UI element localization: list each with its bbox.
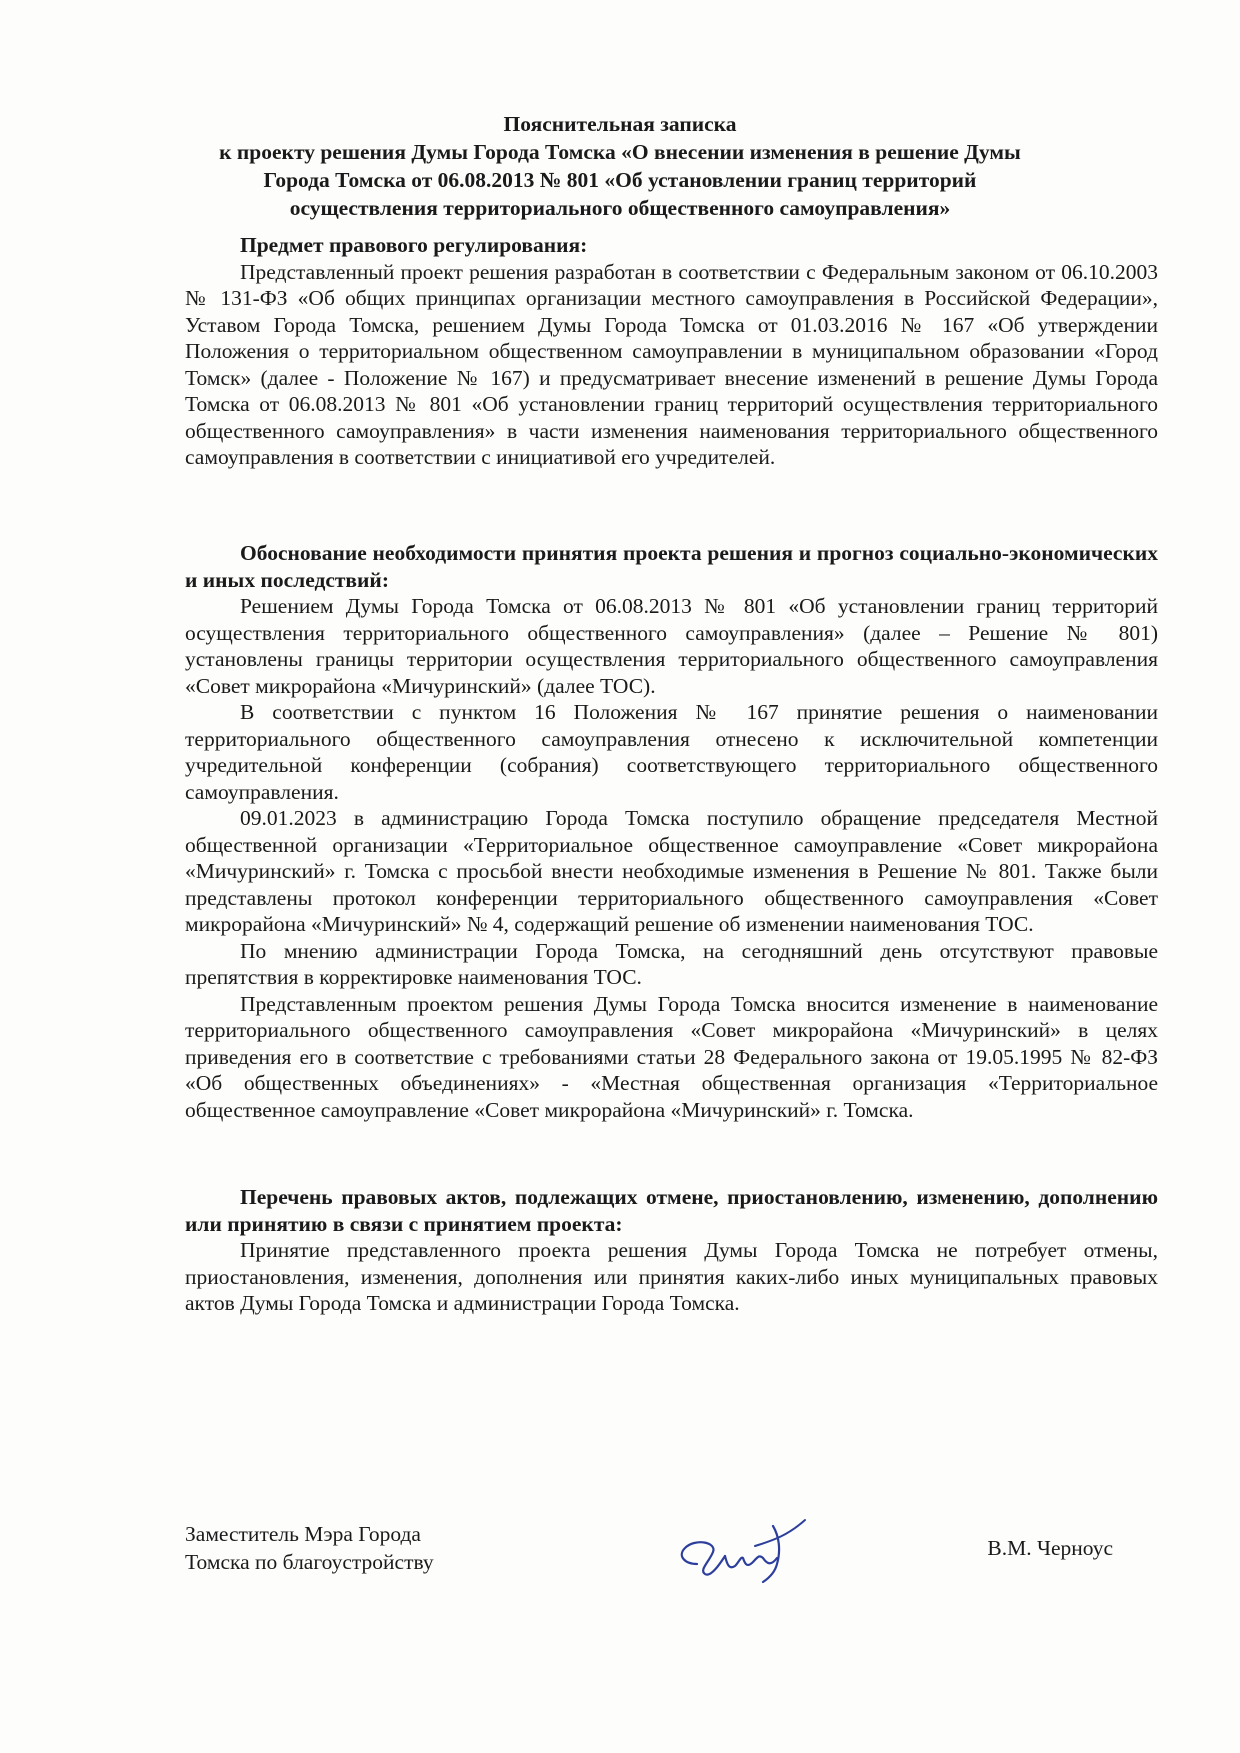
paragraph: Решением Думы Города Томска от 06.08.2013 № 801 «Об установлении границ территорий осуществления территориального общественного самоуправления» (далее – Решение № 801) установлены границы территории осуществления территориального общественного самоуправления «Совет микрорайона «Мичуринский» (далее ТОС).	[185, 594, 1158, 698]
paragraph: Представленный проект решения разработан в соответствии с Федеральным законом от 06.10.2003 № 131-ФЗ «Об общих принципах организации местного самоуправления в Российской Федерации», Уставом Города Томска, решением Думы Города Томска от 01.03.2016 № 167 «Об утверждении Положения о территориальном общественном самоуправлении в муниципальном образовании «Город Томск» (далее - Положение № 167) и предусматривает внесение изменений в решение Думы Города Томска от 06.08.2013 № 801 «Об установлении границ территорий осуществления территориального общественного самоуправления» в части изменения наименования территориального общественного самоуправления в соответствии с инициативой его учредителей.	[185, 259, 1158, 469]
section-heading: Перечень правовых актов, подлежащих отмене, приостановлению, изменению, дополнению или принятию в связи с принятием проекта:	[185, 1185, 1158, 1236]
signatory-position	[185, 1520, 434, 1576]
signature-block	[185, 1520, 1158, 1600]
document-title	[170, 110, 1070, 222]
section-heading: Предмет правового регулирования:	[240, 233, 588, 257]
paragraph: Представленным проектом решения Думы Города Томска вносится изменение в наименование территориального общественного самоуправления «Совет микрорайона «Мичуринский» в целях приведения его в соответствие с требованиями статьи 28 Федерального закона от 19.05.1995 № 82-ФЗ «Об общественных объединениях» - «Местная общественная организация «Территориальное общественное самоуправление «Совет микрорайона «Мичуринский» г. Томска.	[185, 991, 1158, 1122]
section-subject-of-regulation	[185, 232, 1158, 471]
handwritten-signature-icon	[655, 1506, 825, 1596]
signatory-position-line: Томска по благоустройству	[185, 1550, 434, 1574]
paragraph: 09.01.2023 в администрацию Города Томска поступило обращение председателя Местной общественной организации «Территориальное общественное самоуправление «Совет микрорайона «Мичуринский» г. Томска с просьбой внести необходимые изменения в Решение № 801. Также были представлены протокол конференции территориального общественного самоуправления «Совет микрорайона «Мичуринский» № 4, содержащий решение об изменении наименования ТОС.	[185, 806, 1158, 936]
paragraph: По мнению администрации Города Томска, на сегодняшний день отсутствуют правовые препятствия в корректировке наименования ТОС.	[185, 938, 1158, 989]
signatory-position-line: Заместитель Мэра Города	[185, 1522, 421, 1546]
title-line: Пояснительная записка	[503, 112, 737, 136]
section-heading: Обоснование необходимости принятия проекта решения и прогноз социально-экономических и иных последствий:	[185, 541, 1158, 592]
section-justification	[185, 540, 1158, 1123]
section-legal-acts-list	[185, 1184, 1158, 1317]
signatory-name: В.М. Черноус	[987, 1536, 1113, 1560]
paragraph: В соответствии с пунктом 16 Положения № 167 принятие решения о наименовании территориального общественного самоуправления отнесено к исключительной компетенции учредительной конференции (собрания) соответствующего территориального общественного самоуправления.	[185, 700, 1158, 804]
title-line: к проекту решения Думы Города Томска «О внесении изменения в решение Думы	[219, 140, 1021, 164]
title-line: осуществления территориального общественного самоуправления»	[289, 196, 951, 220]
paragraph: Принятие представленного проекта решения Думы Города Томска не потребует отмены, приостановления, изменения, дополнения или принятия каких-либо иных муниципальных правовых актов Думы Города Томска и администрации Города Томска.	[185, 1238, 1158, 1315]
title-line: Города Томска от 06.08.2013 № 801 «Об установлении границ территорий	[263, 168, 977, 192]
